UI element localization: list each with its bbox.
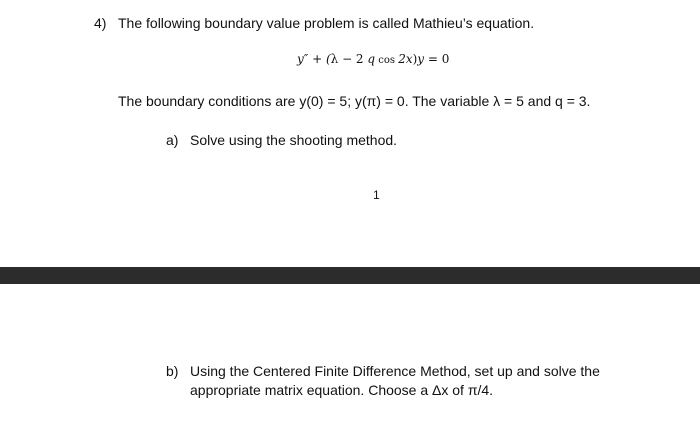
boundary-conditions: The boundary conditions are y(0) = 5; y(π) = 0. The variable λ = 5 and q = 3. xyxy=(118,93,591,109)
part-b-text xyxy=(190,362,600,400)
question-number: 4) xyxy=(94,15,107,31)
page-divider xyxy=(0,267,700,284)
equation-arg: 2x xyxy=(398,52,413,66)
part-b-line-2: appropriate matrix equation. Choose a Δx of π/4. xyxy=(190,382,494,398)
equation-close: ) xyxy=(412,52,418,66)
question-heading xyxy=(94,15,534,31)
part-b-letter: b) xyxy=(166,363,179,379)
part-b xyxy=(166,362,600,400)
part-a xyxy=(166,132,397,148)
equation-lambda: λ xyxy=(330,52,339,66)
part-b-line-1: Using the Centered Finite Difference Method, set up and solve the xyxy=(190,363,600,379)
mathieu-equation xyxy=(297,52,449,66)
part-a-text: Solve using the shooting method. xyxy=(190,132,398,148)
page-number: 1 xyxy=(373,188,380,202)
equation-equals: = 0 xyxy=(424,52,450,66)
part-a-letter: a) xyxy=(166,132,179,148)
equation-q: q xyxy=(367,52,376,66)
equation-cos: cos xyxy=(375,55,399,66)
equation-lhs-start: y″ + ( xyxy=(297,52,331,66)
equation-minus: − 2 xyxy=(338,52,368,66)
equation-y: y xyxy=(417,52,425,66)
question-intro: The following boundary value problem is called Mathieu’s equation. xyxy=(118,15,535,31)
